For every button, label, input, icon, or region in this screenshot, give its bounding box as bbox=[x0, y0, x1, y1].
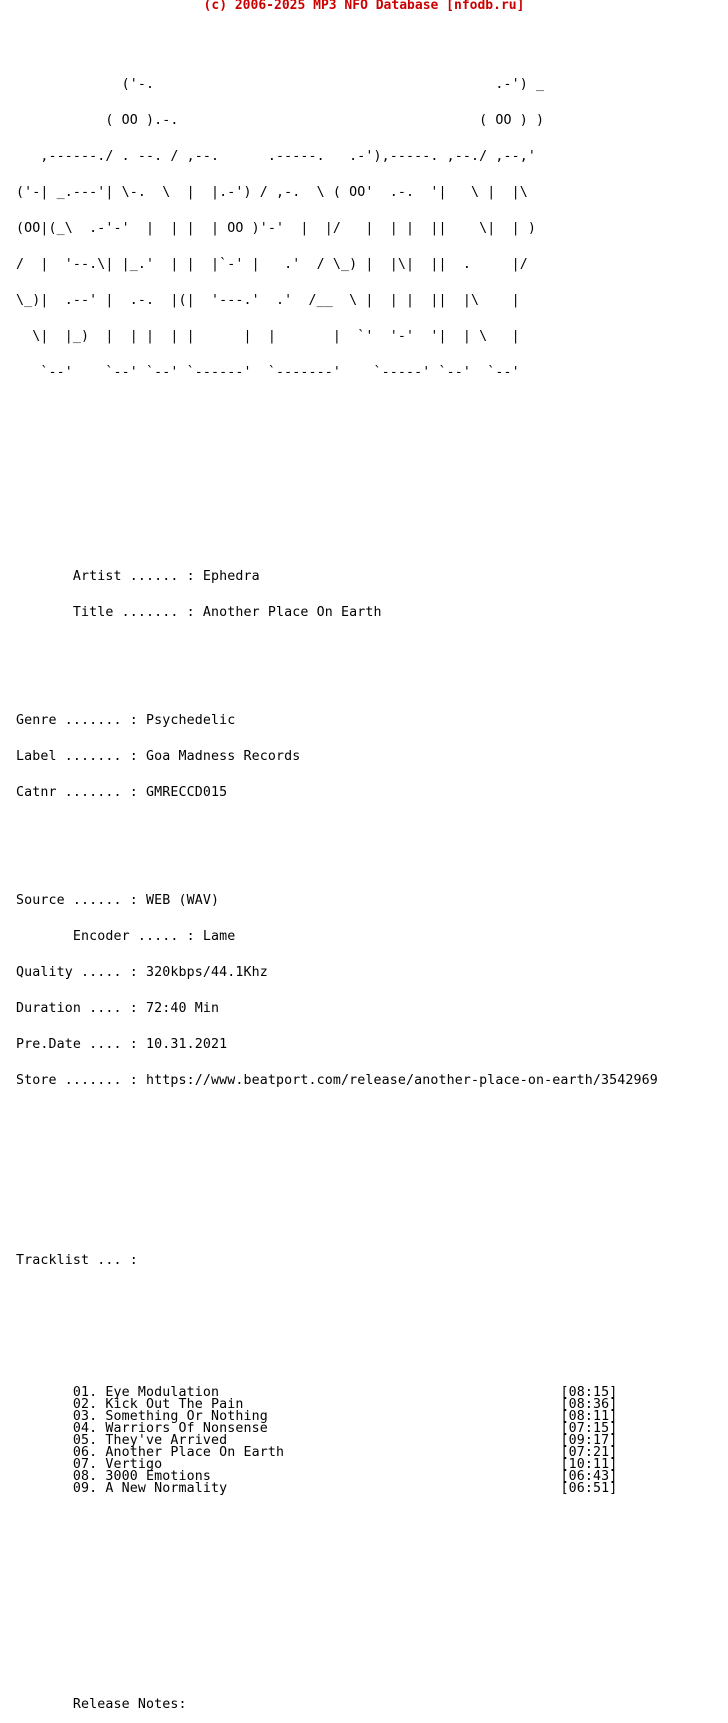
track-title: A New Normality bbox=[105, 1481, 228, 1496]
track-title: Vertigo bbox=[105, 1457, 163, 1472]
track-duration: [06:51] bbox=[560, 1481, 618, 1496]
blank-line bbox=[16, 1567, 658, 1579]
artist-label: Artist ...... : bbox=[72, 569, 203, 584]
track-duration: [10:11] bbox=[560, 1457, 618, 1472]
encoder-value: Lame bbox=[202, 929, 236, 944]
genre-row bbox=[16, 715, 658, 727]
blank-line bbox=[16, 439, 658, 451]
track-duration: [08:36] bbox=[560, 1397, 618, 1412]
predate-value: 10.31.2021 bbox=[146, 1037, 228, 1052]
genre-label: Genre ....... : bbox=[16, 713, 147, 728]
ascii-logo-line: (OO|(_\ .-'-' | | | | OO )'-' | |/ | | | || \| | ) bbox=[16, 221, 537, 236]
track-number: 02. bbox=[72, 1397, 98, 1412]
blank-line bbox=[16, 511, 658, 523]
release-notes-heading: Release Notes: bbox=[72, 1697, 187, 1712]
track-row bbox=[16, 1483, 658, 1495]
track-duration: [08:11] bbox=[560, 1409, 618, 1424]
source-label: Source ...... : bbox=[16, 893, 147, 908]
track-number: 06. bbox=[72, 1445, 98, 1460]
track-title: 3000 Emotions bbox=[105, 1469, 212, 1484]
source-value: WEB (WAV) bbox=[146, 893, 220, 908]
source-row bbox=[16, 895, 658, 907]
track-number: 07. bbox=[72, 1457, 98, 1472]
track-duration: [06:43] bbox=[560, 1469, 618, 1484]
genre-value: Psychedelic bbox=[146, 713, 236, 728]
track-number: 01. bbox=[72, 1385, 98, 1400]
track-title: Eye Modulation bbox=[105, 1385, 220, 1400]
encoder-row bbox=[16, 931, 658, 943]
track-number: 05. bbox=[72, 1433, 98, 1448]
track-duration: [08:15] bbox=[560, 1385, 618, 1400]
blank-line bbox=[16, 655, 658, 667]
track-title: They've Arrived bbox=[105, 1433, 228, 1448]
blank-line bbox=[16, 1159, 658, 1171]
blank-line bbox=[16, 1603, 658, 1615]
label-row bbox=[16, 751, 658, 763]
encoder-label: Encoder ..... : bbox=[72, 929, 203, 944]
tracklist-heading: Tracklist ... : bbox=[16, 1253, 138, 1268]
store-label: Store ....... : bbox=[16, 1073, 147, 1088]
blank-line bbox=[16, 1195, 658, 1207]
blank-line bbox=[16, 1531, 658, 1543]
record-label-value: Goa Madness Records bbox=[146, 749, 301, 764]
title-label: Title ....... : bbox=[72, 605, 203, 620]
blank-line bbox=[16, 1339, 658, 1351]
track-number: 08. bbox=[72, 1469, 98, 1484]
catnr-value: GMRECCD015 bbox=[146, 785, 228, 800]
track-duration: [07:15] bbox=[560, 1421, 618, 1436]
track-number: 03. bbox=[72, 1409, 98, 1424]
artist-value: Ephedra bbox=[202, 569, 260, 584]
track-number: 09. bbox=[72, 1481, 98, 1496]
duration-value: 72:40 Min bbox=[146, 1001, 220, 1016]
ascii-logo-line: ( OO ).-. ( OO ) ) bbox=[16, 113, 545, 128]
ascii-logo-line: ,------./ . --. / ,--. .-----. .-'),-----. ,--./ ,--,' bbox=[16, 149, 545, 164]
ascii-logo-line: \_)| .--' | .-. |(| '---.' .' /__ \ | | | || |\ | bbox=[16, 293, 537, 308]
blank-line bbox=[16, 1123, 658, 1135]
catnr-label: Catnr ....... : bbox=[16, 785, 147, 800]
title-row bbox=[16, 607, 658, 619]
blank-line bbox=[16, 1639, 658, 1651]
track-title: Kick Out The Pain bbox=[105, 1397, 244, 1412]
duration-row bbox=[16, 1003, 658, 1015]
ascii-logo-line: `--' `--' `--' `------' `-------' `-----' `--' `--' bbox=[16, 365, 537, 380]
quality-value: 320kbps/44.1Khz bbox=[146, 965, 268, 980]
blank-line bbox=[16, 1303, 658, 1315]
ascii-logo bbox=[16, 55, 658, 403]
track-title: Something Or Nothing bbox=[105, 1409, 268, 1424]
title-value: Another Place On Earth bbox=[202, 605, 382, 620]
ascii-logo-line: \| |_) | | | | | | | | `' '-' '| | \ | bbox=[16, 329, 537, 344]
quality-label: Quality ..... : bbox=[16, 965, 147, 980]
track-duration: [09:17] bbox=[560, 1433, 618, 1448]
track-duration: [07:21] bbox=[560, 1445, 618, 1460]
ascii-logo-line: ('-. .-') _ bbox=[16, 77, 553, 92]
store-url: https://www.beatport.com/release/another-place-on-earth/3542969 bbox=[146, 1073, 658, 1088]
blank-line bbox=[16, 475, 658, 487]
catnr-row bbox=[16, 787, 658, 799]
track-title: Warriors Of Nonsense bbox=[105, 1421, 268, 1436]
duration-label: Duration .... : bbox=[16, 1001, 147, 1016]
quality-row bbox=[16, 967, 658, 979]
artist-row bbox=[16, 571, 658, 583]
ascii-logo-line: / | '--.\| |_.' | | |`-' | .' / \_) | |\| || . |/ bbox=[16, 257, 537, 272]
nfo-document bbox=[16, 19, 658, 1723]
ascii-logo-line: ('-| _.---'| \-. \ | |.-') / ,-. \ ( OO' .-. '| \ | |\ bbox=[16, 185, 537, 200]
nfodb-copyright-header: (c) 2006-2025 MP3 NFO Database [nfodb.ru] bbox=[203, 0, 525, 13]
blank-line bbox=[16, 835, 658, 847]
release-notes-row bbox=[16, 1699, 658, 1711]
track-number: 04. bbox=[72, 1421, 98, 1436]
tracklist bbox=[16, 1387, 658, 1495]
track-title: Another Place On Earth bbox=[105, 1445, 285, 1460]
predate-row bbox=[16, 1039, 658, 1051]
store-row bbox=[16, 1075, 658, 1087]
record-label-label: Label ....... : bbox=[16, 749, 147, 764]
predate-label: Pre.Date .... : bbox=[16, 1037, 147, 1052]
